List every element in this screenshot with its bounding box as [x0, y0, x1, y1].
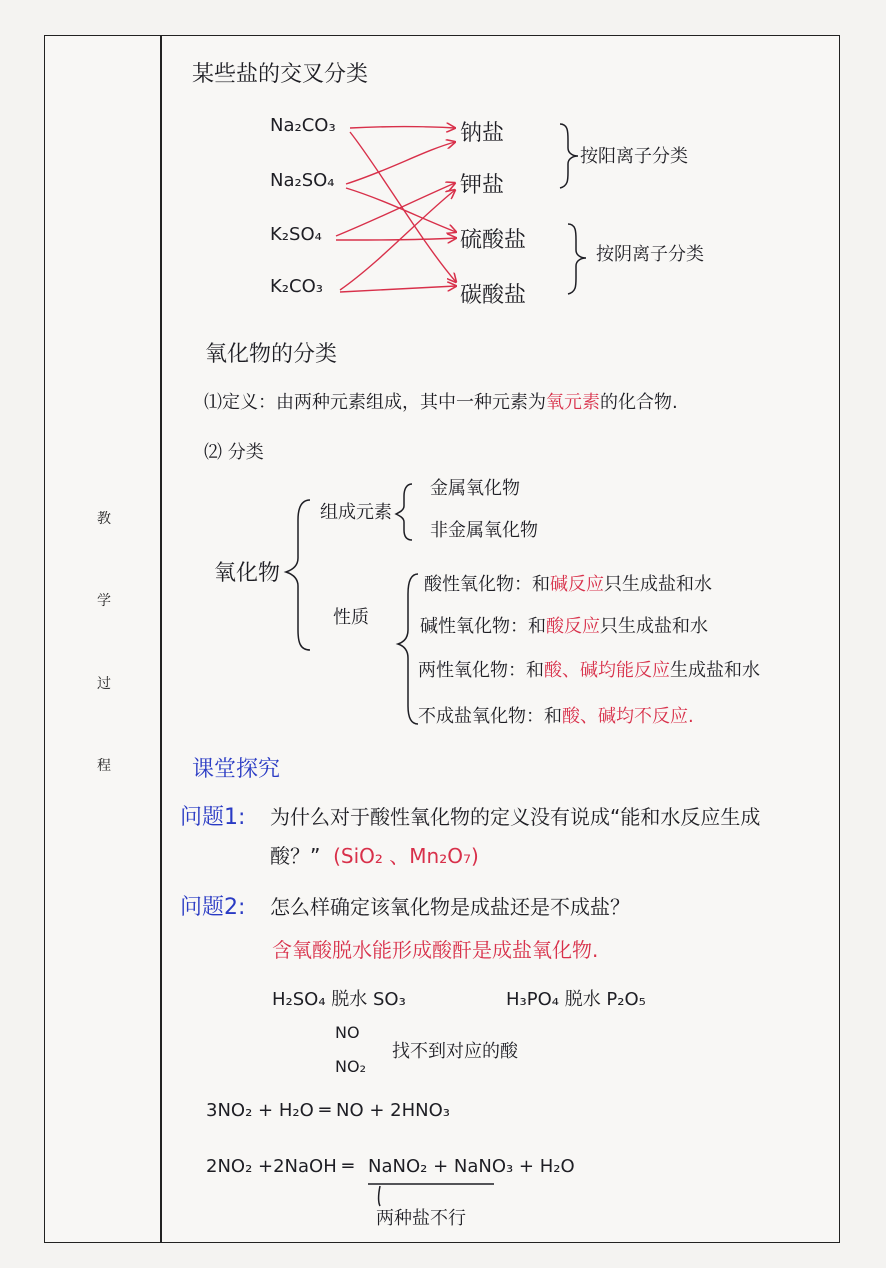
- metal-oxide: 金属氧化物: [430, 478, 520, 499]
- no-formula: NO: [335, 1023, 360, 1042]
- question-2-answer: 含氧酸脱水能形成酸酐是成盐氧化物.: [272, 938, 599, 962]
- property-text: 两性氧化物：和: [418, 660, 544, 681]
- definition-text: 的化合物.: [600, 392, 678, 413]
- question-2-label: 问题2:: [180, 895, 246, 920]
- salt-right: 钠盐: [460, 121, 505, 146]
- by-property-label: 性质: [333, 607, 369, 628]
- oxide-root: 氧化物: [214, 561, 281, 586]
- salt-right: 碳酸盐: [460, 283, 527, 308]
- question-1-examples: (SiO₂ 、Mn₂O₇): [333, 844, 479, 868]
- arrow-na2co3-sodium: [350, 127, 455, 129]
- sidebar-char: 学: [97, 593, 111, 609]
- equation-2-left: 2NO₂ +2NaOH ═: [206, 1156, 354, 1177]
- property-highlight: 酸、碱均能反应: [544, 660, 670, 681]
- salt-left: K₂SO₄: [270, 224, 322, 245]
- braces: [286, 124, 586, 1206]
- salt-left: K₂CO₃: [270, 276, 323, 297]
- property-text: 碱性氧化物：和: [420, 616, 546, 637]
- question-2-text: 怎么样确定该氧化物是成盐还是不成盐？: [270, 895, 630, 919]
- property-text: 只生成盐和水: [604, 574, 712, 595]
- sidebar-char: 教: [97, 511, 111, 527]
- by-element-label: 组成元素: [320, 502, 392, 523]
- equation-2-note: 两种盐不行: [376, 1208, 466, 1229]
- property-text: 酸性氧化物：和: [424, 574, 550, 595]
- arrow-k2co3-carbonate: [340, 286, 456, 292]
- oxide-root-brace: [286, 500, 310, 650]
- equation-2-right: NaNO₂ + NaNO₃ + H₂O: [368, 1156, 575, 1177]
- anion-label: 按阴离子分类: [596, 244, 704, 265]
- salt-left: Na₂CO₃: [270, 115, 336, 136]
- classification-arrows: [336, 127, 456, 293]
- example-h2so4: H₂SO₄ 脱水 SO₃: [272, 989, 406, 1010]
- cation-label: 按阳离子分类: [580, 146, 688, 167]
- arrow-k2so4-sulfate: [336, 238, 456, 240]
- property-brace: [398, 574, 418, 724]
- property-highlight: 碱反应: [550, 574, 604, 595]
- salt-left: Na₂SO₄: [270, 170, 335, 191]
- no-acid-note: 找不到对应的酸: [392, 1041, 518, 1062]
- sidebar-char: 过: [97, 676, 111, 692]
- nonmetal-oxide: 非金属氧化物: [430, 520, 538, 541]
- definition-highlight: 氧元素: [546, 392, 600, 413]
- anion-brace: [568, 224, 586, 294]
- property-text: 只生成盐和水: [600, 616, 708, 637]
- underline-tick: [379, 1186, 381, 1206]
- equation-1: 3NO₂ + H₂O ═ NO + 2HNO₃: [206, 1100, 451, 1121]
- property-highlight: 酸、碱均不反应.: [562, 706, 694, 727]
- property-text: 生成盐和水: [670, 660, 760, 681]
- cation-brace: [560, 124, 578, 188]
- question-1-label: 问题1:: [180, 805, 246, 830]
- property-text: 不成盐氧化物：和: [418, 706, 562, 727]
- salts-title: 某些盐的交叉分类: [192, 62, 369, 87]
- example-h3po4: H₃PO₄ 脱水 P₂O₅: [506, 989, 646, 1010]
- explore-title: 课堂探究: [192, 757, 281, 782]
- question-1-line1: 为什么对于酸性氧化物的定义没有说成“能和水反应生成: [270, 805, 761, 829]
- question-1-text: 酸？”: [270, 844, 321, 868]
- definition-text: ⑴定义：由两种元素组成，其中一种元素为: [204, 392, 546, 413]
- classification-label: ⑵ 分类: [204, 442, 264, 463]
- sidebar-char: 程: [97, 758, 111, 774]
- salt-right: 钾盐: [460, 173, 505, 198]
- property-highlight: 酸反应: [546, 616, 600, 637]
- element-brace: [396, 484, 412, 540]
- no2-formula: NO₂: [335, 1057, 366, 1076]
- oxides-title: 氧化物的分类: [205, 342, 338, 367]
- salt-right: 硫酸盐: [460, 228, 527, 253]
